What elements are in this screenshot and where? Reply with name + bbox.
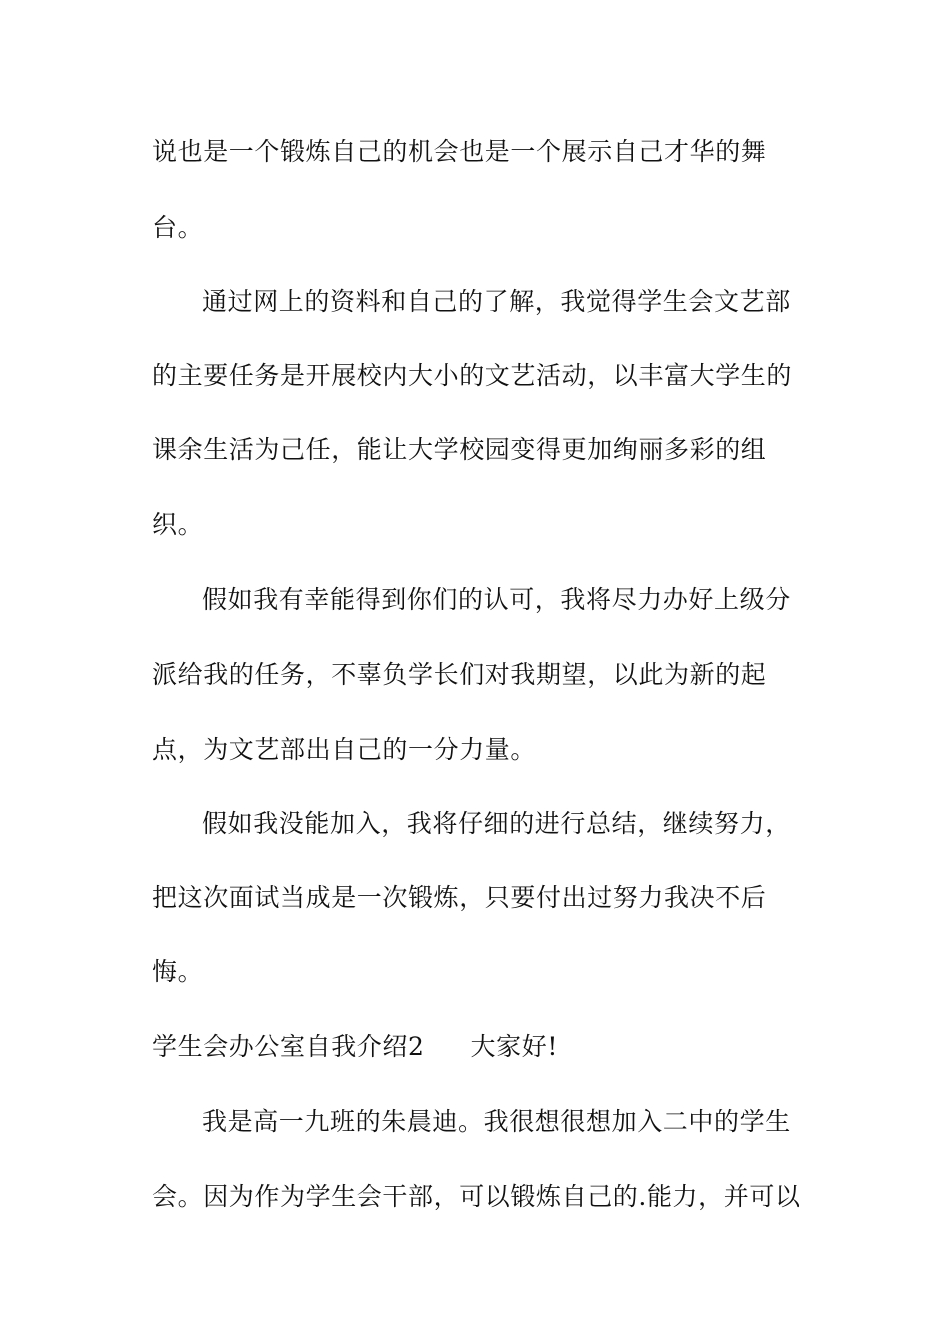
text-line: 派给我的任务，不辜负学长们对我期望，以此为新的起 xyxy=(152,660,767,689)
paragraph-start-line: 假如我没能加入，我将仔细的进行总结，继续努力， xyxy=(202,809,791,838)
section-heading xyxy=(152,1031,558,1063)
section-title: 学生会办公室自我介绍2 xyxy=(152,1032,425,1061)
greeting-text: 大家好! xyxy=(470,1032,558,1061)
paragraph-start-line: 我是高一九班的朱晨迪。我很想很想加入二中的学生 xyxy=(202,1107,791,1136)
text-line: 台。 xyxy=(152,213,204,242)
paragraph-start-line: 通过网上的资料和自己的了解，我觉得学生会文艺部 xyxy=(202,287,791,316)
text-line: 把这次面试当成是一次锻炼，只要付出过努力我决不后 xyxy=(152,883,767,912)
text-line: 点，为文艺部出自己的一分力量。 xyxy=(152,735,537,764)
paragraph-start-line: 假如我有幸能得到你们的认可，我将尽力办好上级分 xyxy=(202,585,791,614)
text-line: 会。因为作为学生会干部，可以锻炼自己的.能力，并可以 xyxy=(152,1182,801,1211)
text-line: 织。 xyxy=(152,510,204,539)
text-line: 悔。 xyxy=(152,957,204,986)
text-line: 课余生活为己任，能让大学校园变得更加绚丽多彩的组 xyxy=(152,435,767,464)
text-line: 的主要任务是开展校内大小的文艺活动，以丰富大学生的 xyxy=(152,361,793,390)
text-line: 说也是一个锻炼自己的机会也是一个展示自己才华的舞 xyxy=(152,137,767,166)
